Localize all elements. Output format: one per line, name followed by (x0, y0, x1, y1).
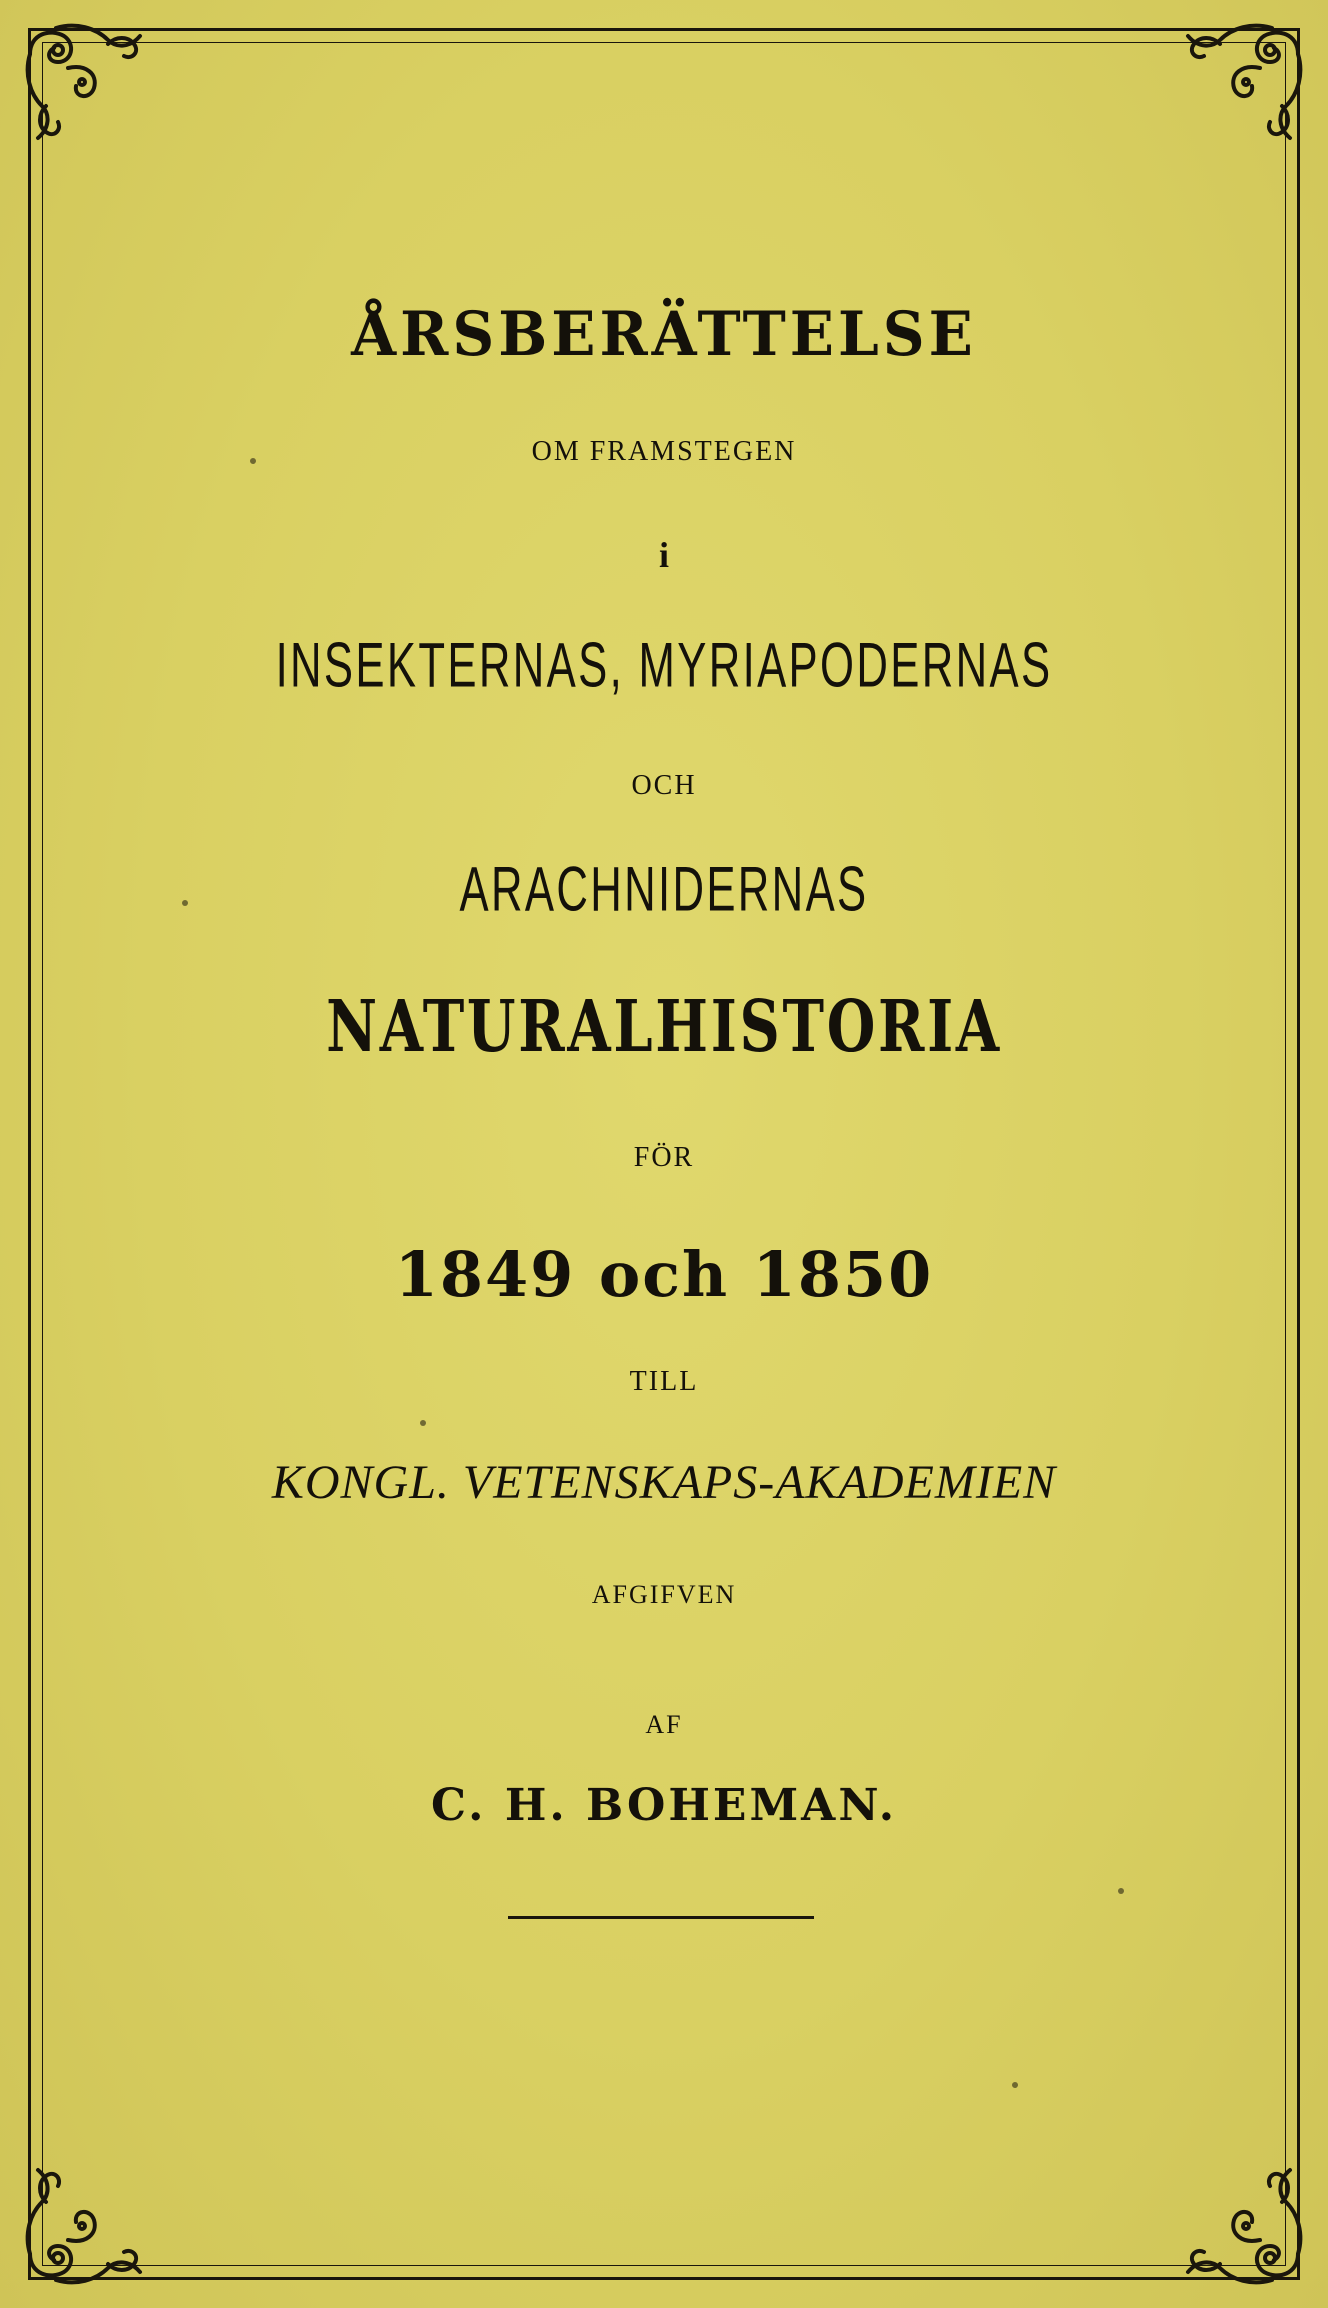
corner-ornament-icon (1162, 14, 1312, 164)
corner-ornament-icon (16, 14, 166, 164)
corner-ornament-icon (16, 2144, 166, 2294)
paper-speck (1118, 1888, 1124, 1894)
author-name: C. H. BOHEMAN. (430, 1780, 898, 1831)
naturalhistoria-heading: NATURALHISTORIA (326, 984, 1002, 1069)
paper-speck (182, 900, 188, 906)
corner-ornament-icon (1162, 2144, 1312, 2294)
paper-speck (420, 1420, 426, 1426)
subtitle-om-framstegen: OM FRAMSTEGEN (531, 436, 797, 467)
word-af: AF (645, 1710, 683, 1739)
word-i: i (658, 535, 669, 575)
word-och: OCH (631, 770, 697, 801)
main-title: ÅRSBERÄTTELSE (351, 298, 977, 370)
subject-insects-myriapods: INSEKTERNAS, MYRIAPODERNAS (275, 629, 1053, 700)
paper-speck (1012, 2082, 1018, 2088)
word-till: TILL (629, 1366, 699, 1397)
subject-arachnids: ARACHNIDERNAS (459, 853, 869, 924)
paper-speck (250, 458, 256, 464)
word-for: FÖR (633, 1142, 695, 1173)
divider-rule (508, 1916, 814, 1919)
years-heading: 1849 och 1850 (394, 1238, 934, 1311)
word-afgifven: AFGIFVEN (591, 1580, 737, 1609)
academy-name: KONGL. VETENSKAPS-AKADEMIEN (271, 1456, 1057, 1509)
